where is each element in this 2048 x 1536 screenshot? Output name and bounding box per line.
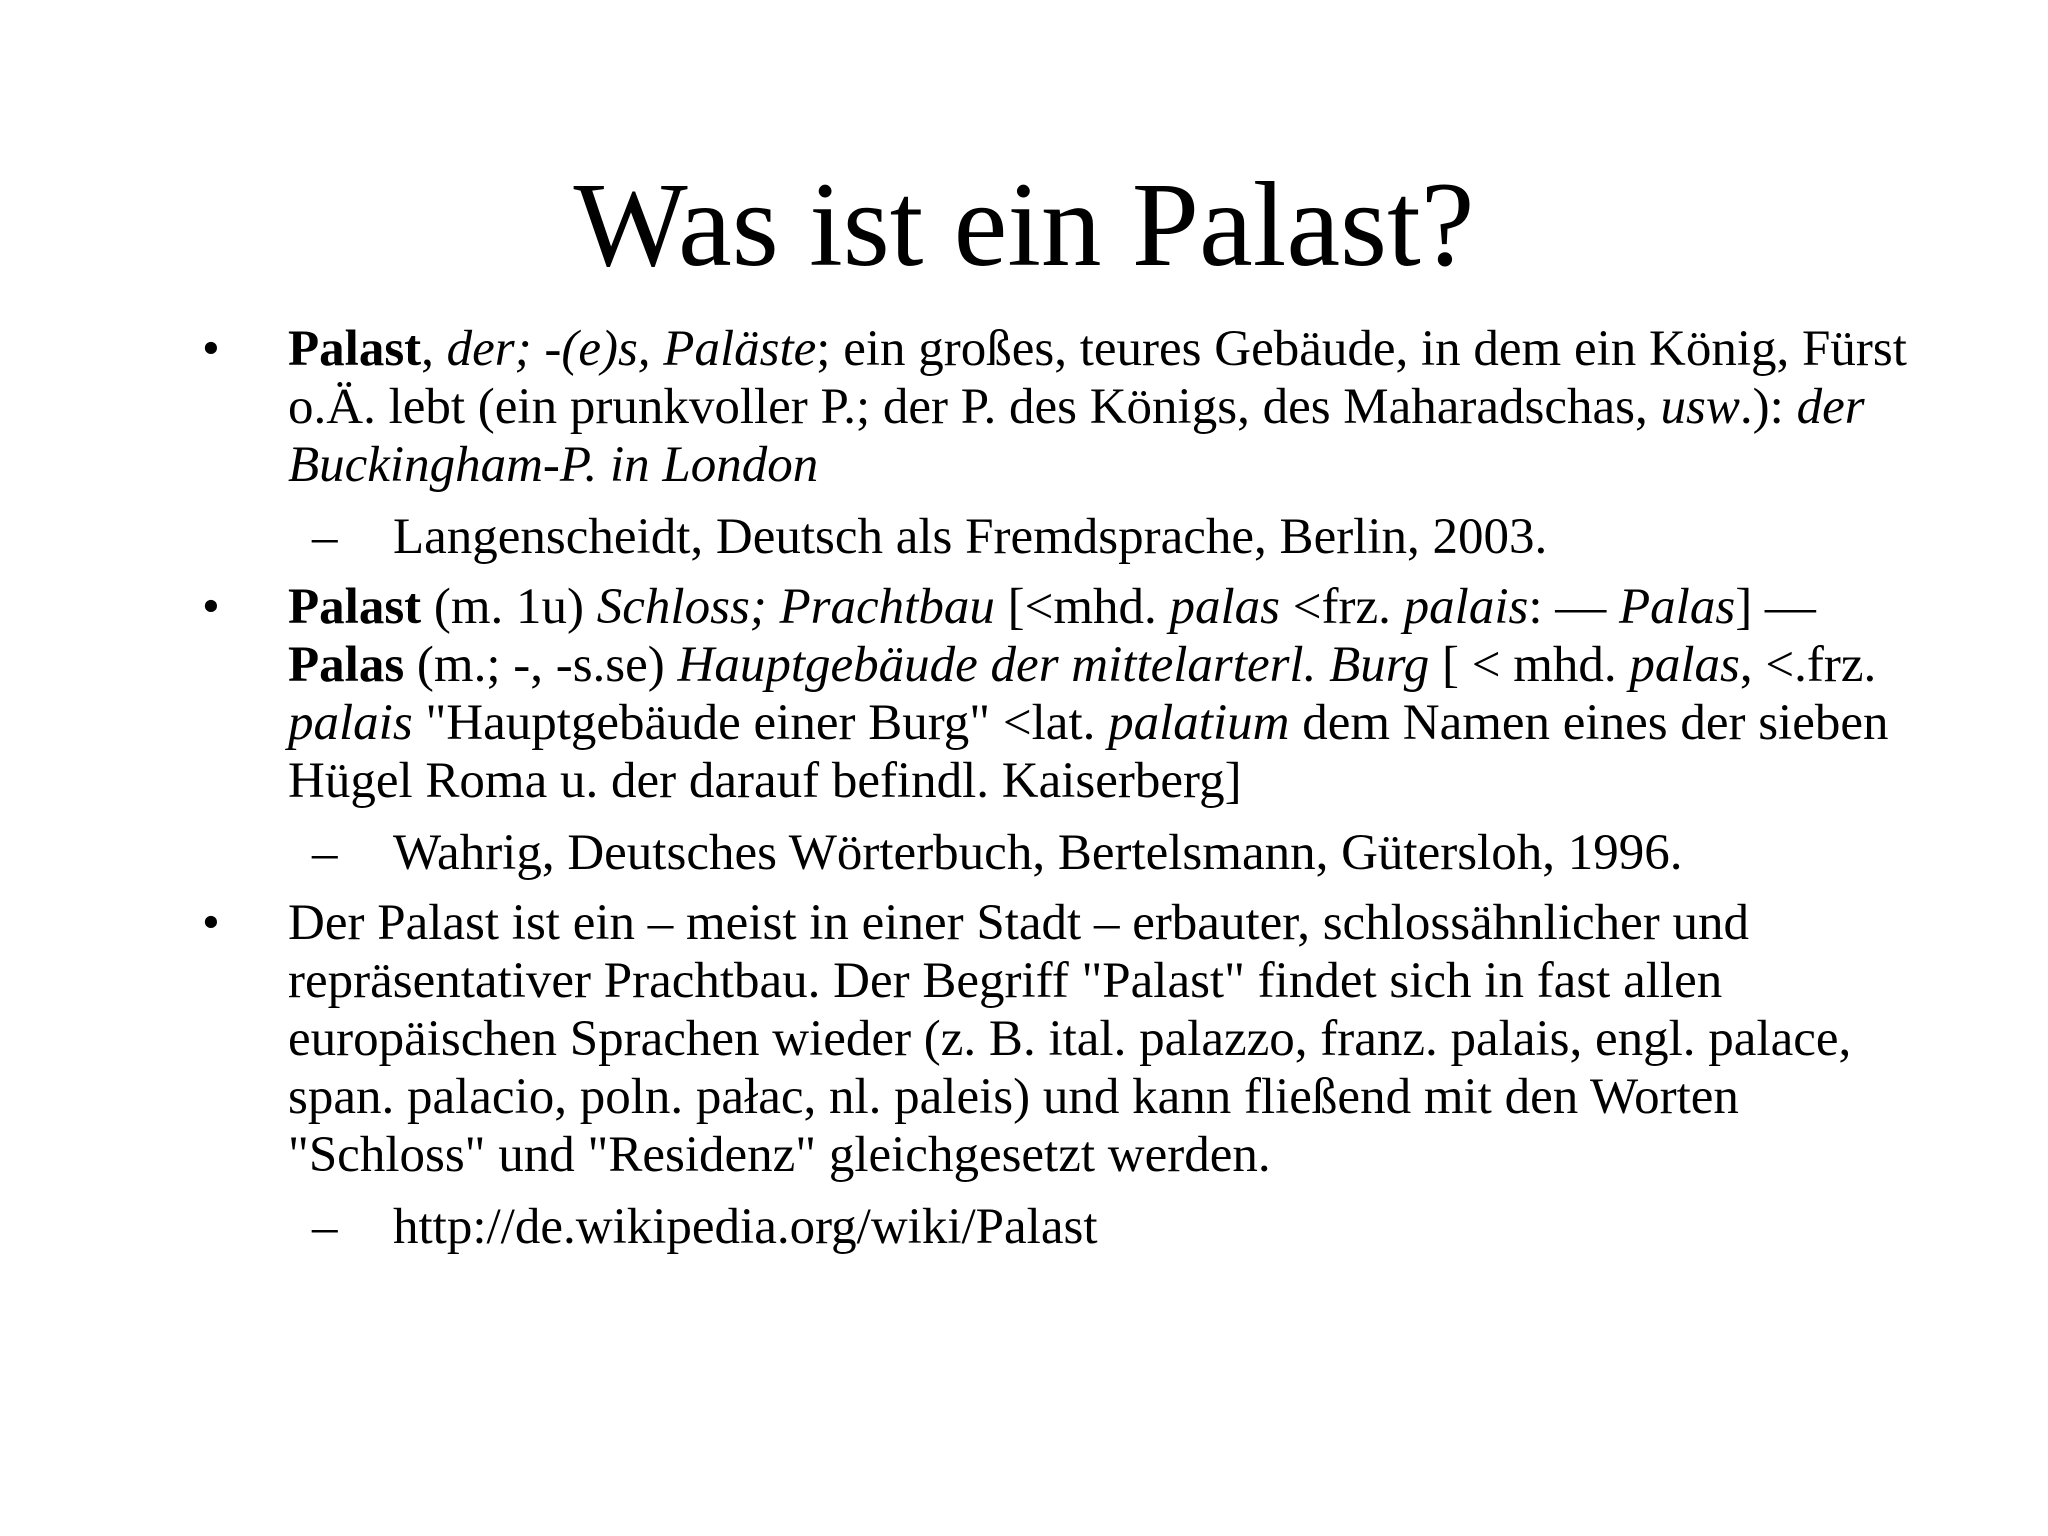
text-run: ; ein großes, teures Gebäude, in dem ein König, Fürst o.Ä. lebt (ein prunkvoller P.; der P. des Königs, des Maharadschas,: [288, 321, 1907, 435]
headword: Palast: [288, 579, 422, 635]
text-run: .):: [1739, 379, 1797, 435]
italic-run: Hauptgebäude der mittelarterl. Burg: [677, 637, 1430, 693]
italic-run: palas: [1629, 637, 1740, 693]
italic-run: der; -(e)s, Paläste: [446, 321, 817, 377]
dash-icon: –: [312, 825, 338, 881]
italic-run: palatium: [1108, 695, 1290, 751]
text-run: [<mhd.: [994, 579, 1170, 635]
italic-run: usw: [1660, 379, 1740, 435]
text-run: , <.frz.: [1739, 637, 1877, 693]
slide-title: Was ist ein Palast?: [573, 158, 1475, 292]
italic-run: palais: [288, 695, 413, 751]
text-run: dem Namen eines der sieben Hügel Roma u. der darauf befindl. Kaiserberg]: [288, 695, 1889, 809]
headword: Palas: [288, 637, 405, 693]
source-citation: [200, 824, 1920, 882]
italic-run: Palas: [1619, 579, 1736, 635]
source-link[interactable]: http://de.wikipedia.org/wiki/Palast: [393, 1199, 1098, 1255]
dash-icon: –: [312, 509, 338, 565]
definition-bullet: [200, 578, 1920, 810]
text-run: [ < mhd.: [1429, 637, 1630, 693]
text-run: : —: [1528, 579, 1620, 635]
text-run: (m. 1u): [421, 579, 597, 635]
definition-bullet: [200, 320, 1920, 494]
italic-run: palas: [1169, 579, 1281, 635]
italic-run: Schloss; Prachtbau: [596, 579, 995, 635]
dash-icon: –: [312, 1199, 338, 1255]
headword: Palast: [288, 321, 422, 377]
definition-bullet: [200, 894, 1920, 1184]
bullet-point-icon: •: [202, 579, 220, 635]
source-text: Wahrig, Deutsches Wörterbuch, Bertelsmann, Gütersloh, 1996.: [393, 825, 1683, 881]
text-run: ,: [421, 321, 447, 377]
bullet-point-icon: •: [202, 895, 220, 951]
definition-text: [288, 579, 1889, 809]
definition-text: [288, 321, 1907, 493]
definition-text: Der Palast ist ein – meist in einer Stadt – erbauter, schlossähnlicher und repräsentativer Prachtbau. Der Begriff "Palast" findet sich in fast allen europäischen Sprachen wieder (z. B. ital. palazzo, franz. palais, engl. palace, span. palacio, poln. pałac, nl. paleis) und kann fließend mit den Worten "Schloss" und "Residenz" gleichgesetzt werden.: [288, 895, 1852, 1183]
text-run: ] —: [1735, 579, 1816, 635]
text-run: <frz.: [1280, 579, 1404, 635]
bullet-point-icon: •: [202, 321, 220, 377]
italic-run: der Buckingham-P. in London: [288, 379, 1865, 493]
source-citation: [200, 1198, 1920, 1256]
source-text: Langenscheidt, Deutsch als Fremdsprache, Berlin, 2003.: [393, 509, 1548, 565]
source-citation: [200, 508, 1920, 566]
slide-content: [200, 320, 1920, 1256]
italic-run: palais: [1403, 579, 1529, 635]
text-run: "Hauptgebäude einer Burg" <lat.: [412, 695, 1109, 751]
text-run: (m.; -, -s.se): [404, 637, 678, 693]
